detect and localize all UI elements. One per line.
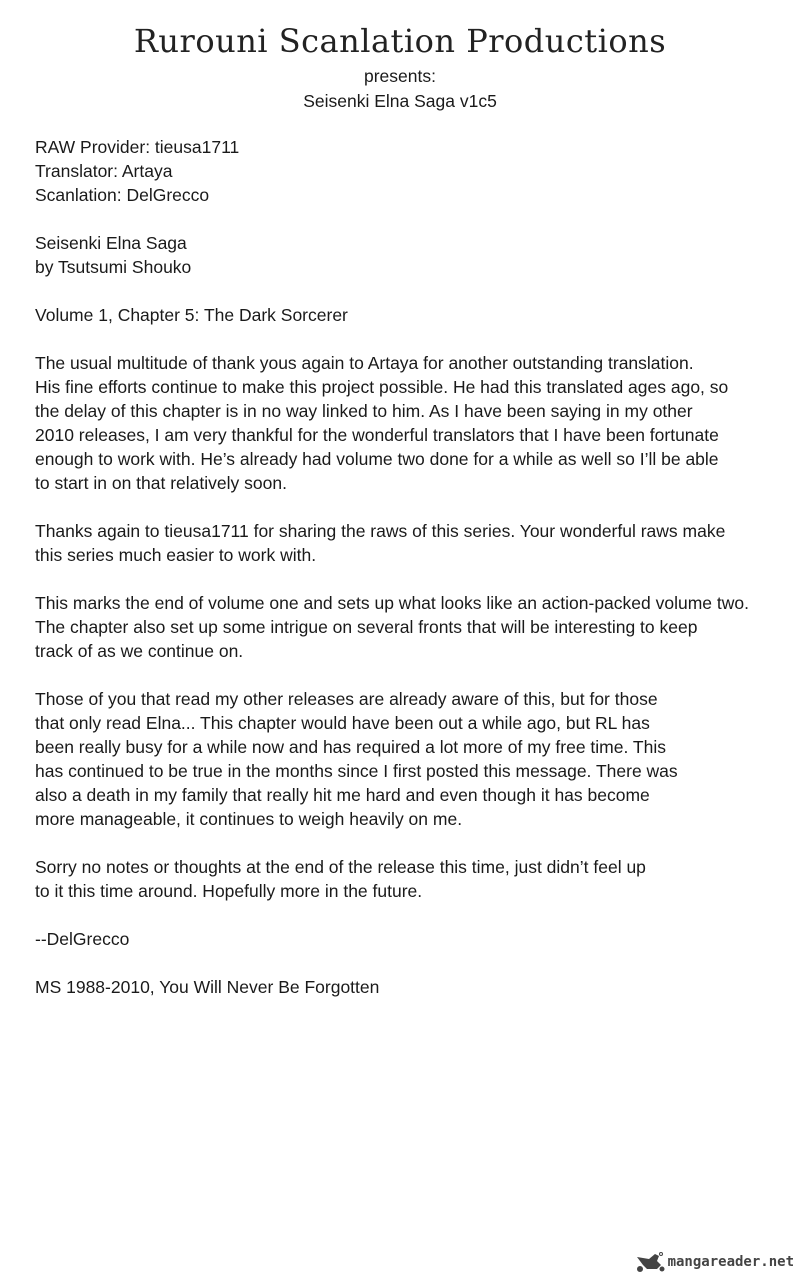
text-line: been really busy for a while now and has required a lot more of my free time. This <box>35 737 666 757</box>
paragraph <box>35 855 795 903</box>
text-line: has continued to be true in the months since I first posted this message. There was <box>35 761 678 781</box>
text-line: that only read Elna... This chapter would have been out a while ago, but RL has <box>35 713 650 733</box>
paragraph <box>35 231 795 279</box>
paragraph <box>35 591 795 663</box>
text-line: to it this time around. Hopefully more in the future. <box>35 881 423 901</box>
text-line: enough to work with. He’s already had volume two done for a while as well so I’ll be able <box>35 449 719 469</box>
document-body <box>35 135 795 1023</box>
text-line: MS 1988-2010, You Will Never Be Forgotten <box>35 977 380 997</box>
text-line: Volume 1, Chapter 5: The Dark Sorcerer <box>35 305 348 325</box>
text-line: --DelGrecco <box>35 929 130 949</box>
text-line: Thanks again to tieusa1711 for sharing the raws of this series. Your wonderful raws make <box>35 521 726 541</box>
release-title: Seisenki Elna Saga v1c5 <box>303 91 497 111</box>
text-line: This marks the end of volume one and sets up what looks like an action-packed volume two. <box>35 593 749 613</box>
text-line: to start in on that relatively soon. <box>35 473 287 493</box>
text-line: The chapter also set up some intrigue on several fronts that will be interesting to keep <box>35 617 698 637</box>
paragraph <box>35 303 795 327</box>
text-line: more manageable, it continues to weigh heavily on me. <box>35 809 463 829</box>
text-line: Scanlation: DelGrecco <box>35 185 210 205</box>
mascot-logo-icon <box>635 1251 665 1273</box>
presents-line: presents: <box>364 66 436 86</box>
paragraph <box>35 687 795 831</box>
paragraph <box>35 927 795 951</box>
paragraph <box>35 351 795 495</box>
watermark-text: mangareader.net <box>667 1254 794 1270</box>
text-line: also a death in my family that really hit me hard and even though it has become <box>35 785 650 805</box>
watermark <box>635 1251 794 1273</box>
text-line: Those of you that read my other releases are already aware of this, but for those <box>35 689 658 709</box>
paragraph <box>35 975 795 999</box>
text-line: this series much easier to work with. <box>35 545 317 565</box>
text-line: Seisenki Elna Saga <box>35 233 187 253</box>
paragraph <box>35 519 795 567</box>
text-line: Sorry no notes or thoughts at the end of the release this time, just didn’t feel up <box>35 857 646 877</box>
text-line: by Tsutsumi Shouko <box>35 257 192 277</box>
text-line: His fine efforts continue to make this project possible. He had this translated ages ago, so <box>35 377 729 397</box>
text-line: The usual multitude of thank yous again to Artaya for another outstanding translation. <box>35 353 694 373</box>
text-line: Translator: Artaya <box>35 161 173 181</box>
paragraph <box>35 135 795 207</box>
text-line: the delay of this chapter is in no way linked to him. As I have been saying in my other <box>35 401 693 421</box>
text-line: RAW Provider: tieusa1711 <box>35 137 240 157</box>
page-title: Rurouni Scanlation Productions <box>133 22 667 60</box>
text-line: track of as we continue on. <box>35 641 244 661</box>
text-line: 2010 releases, I am very thankful for the wonderful translators that I have been fortunate <box>35 425 719 445</box>
